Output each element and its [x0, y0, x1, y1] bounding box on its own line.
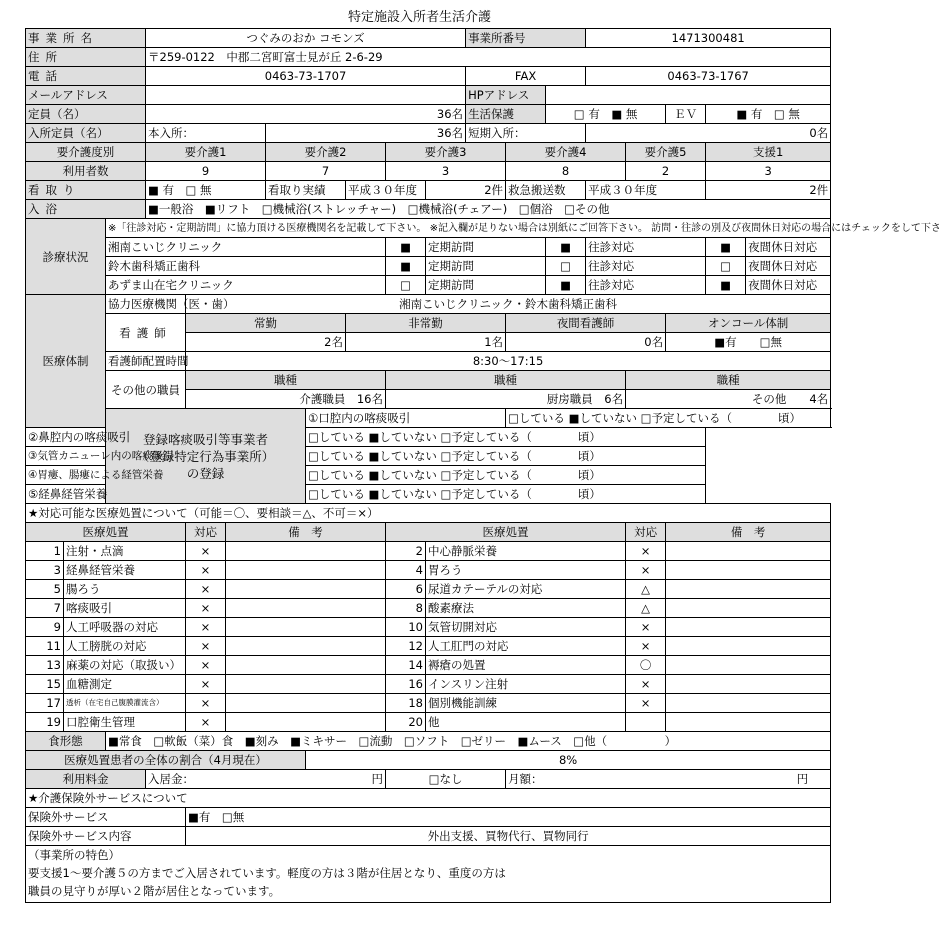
- care-level-5-label: 要介護5: [626, 143, 706, 162]
- fees-label: 利用料金: [26, 770, 146, 789]
- clinic-3-night-check: ■: [706, 276, 746, 295]
- proc-right-name: インスリン注射: [426, 675, 626, 694]
- office-no: 1471300481: [586, 29, 831, 48]
- proc-right-no: 4: [386, 561, 426, 580]
- ratio-label: 医療処置患者の全体の割合（4月現在）: [26, 751, 306, 770]
- sputum-item-5-name: ⑤経鼻経管栄養: [26, 485, 226, 504]
- proc-right-note: [666, 561, 831, 580]
- procedure-row: [26, 675, 831, 694]
- clinic-3-night-label: 夜間休日対応: [746, 276, 831, 295]
- parttime-label: 非常勤: [346, 314, 506, 333]
- clinic-3-name: あずま山在宅クリニック: [106, 276, 386, 295]
- proc-left-no: 1: [26, 542, 64, 561]
- proc-right-name: 褥瘡の処置: [426, 656, 626, 675]
- proc-right-name: 尿道カテーテルの対応: [426, 580, 626, 599]
- proc-left-note: [226, 637, 386, 656]
- proc-right-name: 酸素療法: [426, 599, 626, 618]
- procedure-row: [26, 713, 831, 732]
- proc-right-name: 他: [426, 713, 626, 732]
- proc-right-no: 2: [386, 542, 426, 561]
- ratio-value: 8%: [306, 751, 831, 770]
- proc-left-resp: ×: [186, 675, 226, 694]
- ambulance-count: 2件: [706, 181, 831, 200]
- procedure-row: [26, 694, 831, 713]
- procedures-section-label: ★対応可能な医療処置について（可能＝〇、要相談＝△、不可＝×）: [26, 504, 831, 523]
- resp-col-left: 対応: [186, 523, 226, 542]
- sputum-label-2: （登録特定行為事業所）: [136, 448, 275, 464]
- entry-fee: [146, 770, 386, 789]
- clinic-2-night-label: 夜間休日対応: [746, 257, 831, 276]
- clinic-3-home-label: 往診対応: [586, 276, 706, 295]
- short-admission-value: 0名: [586, 124, 831, 143]
- facility-form: [25, 28, 941, 903]
- extra-service-value: ■有 □無: [186, 808, 831, 827]
- oncall-label: オンコール体制: [666, 314, 831, 333]
- proc-left-name: 喀痰吸引: [64, 599, 186, 618]
- clinic-2-name: 鈴木歯科矯正歯科: [106, 257, 386, 276]
- clinic-2-night-check: □: [706, 257, 746, 276]
- proc-left-name: 腸ろう: [64, 580, 186, 599]
- proc-left-name: 人工膀胱の対応: [64, 637, 186, 656]
- proc-right-no: 8: [386, 599, 426, 618]
- care-level-1-count: 9: [146, 162, 266, 181]
- proc-left-note: [226, 675, 386, 694]
- features-line-1: 要支援1～要介護５の方までご入居されています。軽度の方は３階が住居となり、重度の方は: [28, 866, 506, 880]
- entry-fee-label: 入居金：: [148, 772, 194, 786]
- proc-left-no: 19: [26, 713, 64, 732]
- clinic-2-home-check: □: [546, 257, 586, 276]
- proc-right-note: [666, 675, 831, 694]
- procedure-row: [26, 561, 831, 580]
- bath-value: ■一般浴 ■リフト □機械浴(ストレッチャー) □機械浴(チェアー) □個浴 □その他: [146, 200, 831, 219]
- monthly-fee: [506, 770, 831, 789]
- proc-right-note: [666, 542, 831, 561]
- phone-label: 電話: [26, 67, 146, 86]
- care-level-1-label: 要介護1: [146, 143, 266, 162]
- other-staff-label: その他の職員: [106, 371, 186, 409]
- clinic-1-visit-check: ■: [386, 238, 426, 257]
- proc-left-note: [226, 618, 386, 637]
- eol-label: 看取り: [26, 181, 146, 200]
- proc-left-note: [226, 561, 386, 580]
- proc-right-resp: ×: [626, 694, 666, 713]
- staff-1: [186, 390, 386, 409]
- monthly-fee-label: 月額：: [508, 772, 543, 786]
- procedure-row: [26, 580, 831, 599]
- extra-service-label: 保険外サービス: [26, 808, 186, 827]
- proc-right-no: 12: [386, 637, 426, 656]
- clinic-1-night-label: 夜間休日対応: [746, 238, 831, 257]
- care-level-3-count: 3: [386, 162, 506, 181]
- proc-right-no: 20: [386, 713, 426, 732]
- proc-left-note: [226, 656, 386, 675]
- ev-value: ■ 有 □ 無: [706, 105, 831, 124]
- procedure-row: [26, 637, 831, 656]
- facility-name-label: 事業所名: [26, 29, 146, 48]
- proc-right-resp: ×: [626, 675, 666, 694]
- note-col-left: 備 考: [226, 523, 386, 542]
- proc-right-resp: 〇: [626, 656, 666, 675]
- extra-section-label: ★介護保険外サービスについて: [26, 789, 831, 808]
- proc-left-name: 血糖測定: [64, 675, 186, 694]
- capacity-value: 36名: [146, 105, 466, 124]
- sputum-item-2-name: ②鼻腔内の喀痰吸引: [26, 428, 226, 447]
- clinical-label: 診療状況: [26, 219, 106, 295]
- proc-left-name: 透析（在宅自己腹膜灌流含）: [64, 694, 186, 713]
- clinic-2-visit-label: 定期訪問: [426, 257, 546, 276]
- ambulance-year: 平成３０年度: [586, 181, 706, 200]
- proc-left-resp: ×: [186, 713, 226, 732]
- staff-3: [626, 390, 831, 409]
- care-level-4-count: 8: [506, 162, 626, 181]
- sputum-item-4-status: □している ■していない □予定している（ 頃）: [306, 466, 706, 485]
- proc-left-name: 麻薬の対応（取扱い）: [64, 656, 186, 675]
- features-line-2: 職員の見守りが厚い２階が居住となっています。: [28, 884, 281, 898]
- care-level-5-count: 2: [626, 162, 706, 181]
- procedure-row: [26, 618, 831, 637]
- proc-left-resp: ×: [186, 580, 226, 599]
- clinical-note: [106, 219, 941, 238]
- features-label: （事業所の特色）: [28, 848, 120, 862]
- support-1-label: 支援1: [706, 143, 831, 162]
- nurse-label: 看護師: [106, 314, 186, 352]
- monthly-fee-unit: 円: [796, 772, 809, 786]
- meal-value: ■常食 □軟飯（菜）食 ■刻み ■ミキサー □流動 □ソフト □ゼリー ■ムース □他（ ）: [106, 732, 831, 751]
- note-col-right: 備 考: [666, 523, 831, 542]
- staff-3-name: その他: [751, 392, 787, 406]
- proc-left-resp: ×: [186, 694, 226, 713]
- proc-right-resp: ×: [626, 637, 666, 656]
- proc-right-no: 16: [386, 675, 426, 694]
- clinic-3-home-check: ■: [546, 276, 586, 295]
- procedure-row: [26, 656, 831, 675]
- proc-left-no: 13: [26, 656, 64, 675]
- proc-left-note: [226, 542, 386, 561]
- clinic-1-home-check: ■: [546, 238, 586, 257]
- job-header-2: 職種: [386, 371, 626, 390]
- proc-left-no: 5: [26, 580, 64, 599]
- proc-left-note: [226, 694, 386, 713]
- proc-right-name: 個別機能訓練: [426, 694, 626, 713]
- proc-left-name: 口腔衛生管理: [64, 713, 186, 732]
- address-label: 住所: [26, 48, 146, 67]
- proc-right-no: 10: [386, 618, 426, 637]
- features: [26, 846, 831, 903]
- proc-right-note: [666, 713, 831, 732]
- fax: 0463-73-1767: [586, 67, 831, 86]
- proc-right-name: 気管切開対応: [426, 618, 626, 637]
- parttime-value: 1名: [346, 333, 506, 352]
- care-level-header-label: 要介護度別: [26, 143, 146, 162]
- entry-none: □なし: [386, 770, 506, 789]
- proc-right-name: 人工肛門の対応: [426, 637, 626, 656]
- proc-right-resp: [626, 713, 666, 732]
- proc-right-note: [666, 599, 831, 618]
- extra-content-label: 保険外サービス内容: [26, 827, 186, 846]
- proc-right-resp: △: [626, 580, 666, 599]
- main-admission-label: 本入所：: [146, 124, 266, 143]
- extra-content-value: 外出支援、買物代行、買物同行: [186, 827, 831, 846]
- proc-left-note: [226, 599, 386, 618]
- sputum-item-5-status: □している ■していない □予定している（ 頃）: [306, 485, 706, 504]
- proc-left-name: 注射・点滴: [64, 542, 186, 561]
- clinic-1-night-check: ■: [706, 238, 746, 257]
- night-nurse-value: 0名: [506, 333, 666, 352]
- clinic-3-visit-check: □: [386, 276, 426, 295]
- coop-value: 湘南こいじクリニック・鈴木歯科矯正歯科: [186, 295, 831, 314]
- oncall-value: ■有 □無: [666, 333, 831, 352]
- admission-label: 入所定員（名）: [26, 124, 146, 143]
- eol-record-count: 2件: [426, 181, 506, 200]
- short-admission-label: 短期入所：: [466, 124, 586, 143]
- email-label: メールアドレス: [26, 86, 146, 105]
- staff-1-count: 16名: [356, 392, 383, 406]
- staff-2-name: 厨房職員: [546, 392, 593, 406]
- clinic-2-visit-check: ■: [386, 257, 426, 276]
- eol-value: ■ 有 □ 無: [146, 181, 266, 200]
- proc-left-resp: ×: [186, 637, 226, 656]
- care-level-2-count: 7: [266, 162, 386, 181]
- care-count-label: 利用者数: [26, 162, 146, 181]
- night-nurse-label: 夜間看護師: [506, 314, 666, 333]
- form-title: 特定施設入所者生活介護: [347, 10, 491, 25]
- nurse-hours-label: 看護師配置時間: [106, 352, 186, 371]
- proc-right-note: [666, 694, 831, 713]
- proc-right-resp: △: [626, 599, 666, 618]
- resp-col-right: 対応: [626, 523, 666, 542]
- clinical-note-2: ※記入欄が足りない場合は別紙にご回答下さい。: [429, 222, 648, 234]
- fulltime-value: 2名: [186, 333, 346, 352]
- sputum-label-3: の登録: [186, 465, 225, 481]
- main-admission-value: 36名: [266, 124, 466, 143]
- proc-left-resp: ×: [186, 599, 226, 618]
- proc-right-resp: ×: [626, 618, 666, 637]
- proc-left-name: 経鼻経管栄養: [64, 561, 186, 580]
- proc-left-resp: ×: [186, 561, 226, 580]
- proc-right-note: [666, 656, 831, 675]
- clinic-1-home-label: 往診対応: [586, 238, 706, 257]
- clinic-2-home-label: 往診対応: [586, 257, 706, 276]
- welfare-value: □ 有 ■ 無: [546, 105, 666, 124]
- proc-right-note: [666, 618, 831, 637]
- staff-1-name: 介護職員: [299, 392, 346, 406]
- entry-fee-unit: 円: [371, 772, 383, 786]
- proc-left-resp: ×: [186, 542, 226, 561]
- sputum-item-3-name: ③気管カニューレ内の喀痰吸引: [26, 447, 226, 466]
- ambulance-label: 救急搬送数: [506, 181, 586, 200]
- proc-right-no: 14: [386, 656, 426, 675]
- job-header-3: 職種: [626, 371, 831, 390]
- procedures-body: [26, 542, 831, 732]
- proc-left-no: 17: [26, 694, 64, 713]
- meal-label: 食形態: [26, 732, 106, 751]
- care-level-3-label: 要介護3: [386, 143, 506, 162]
- proc-right-name: 中心静脈栄養: [426, 542, 626, 561]
- sputum-item-1-name: ①口腔内の喀痰吸引: [306, 409, 506, 428]
- sputum-item-2-status: □している ■していない □予定している（ 頃）: [306, 428, 706, 447]
- hp-label: HPアドレス: [466, 86, 546, 105]
- bath-label: 入浴: [26, 200, 146, 219]
- ev-label: ＥＶ: [666, 105, 706, 124]
- proc-left-resp: ×: [186, 656, 226, 675]
- proc-left-name: 人工呼吸器の対応: [64, 618, 186, 637]
- proc-right-note: [666, 637, 831, 656]
- clinical-note-1: ※「往診対応・定期訪問」に協力頂ける医療機関名を記載して下さい。: [108, 222, 427, 234]
- job-header-1: 職種: [186, 371, 386, 390]
- proc-right-name: 胃ろう: [426, 561, 626, 580]
- proc-left-note: [226, 713, 386, 732]
- sputum-item-3-status: □している ■していない □予定している（ 頃）: [306, 447, 706, 466]
- proc-right-no: 18: [386, 694, 426, 713]
- procedure-row: [26, 599, 831, 618]
- care-level-4-label: 要介護4: [506, 143, 626, 162]
- proc-col-left: 医療処置: [26, 523, 186, 542]
- eol-record-label: 看取り実績: [266, 181, 346, 200]
- proc-left-no: 7: [26, 599, 64, 618]
- proc-right-resp: ×: [626, 561, 666, 580]
- proc-right-no: 6: [386, 580, 426, 599]
- care-level-2-label: 要介護2: [266, 143, 386, 162]
- proc-left-resp: ×: [186, 618, 226, 637]
- phone: 0463-73-1707: [146, 67, 466, 86]
- proc-left-no: 15: [26, 675, 64, 694]
- eol-record-year: 平成３０年度: [346, 181, 426, 200]
- address: 〒259-0122 中郡二宮町富士見が丘 2-6-29: [146, 48, 831, 67]
- clinical-note-3: 訪問・往診の別及び夜間休日対応の場合にはチェックをして下さ: [651, 222, 941, 234]
- clinic-1-name: 湘南こいじクリニック: [106, 238, 386, 257]
- proc-left-note: [226, 580, 386, 599]
- sputum-item-1-status: □している ■していない □予定している（ 頃）: [506, 409, 831, 428]
- clinic-3-visit-label: 定期訪問: [426, 276, 546, 295]
- proc-right-resp: ×: [626, 542, 666, 561]
- facility-name: つぐみのおか コモンズ: [146, 29, 466, 48]
- sputum-item-4-name: ④胃瘻、腸瘻による経管栄養: [26, 466, 226, 485]
- procedure-row: [26, 542, 831, 561]
- capacity-label: 定員（名）: [26, 105, 146, 124]
- proc-right-note: [666, 580, 831, 599]
- support-1-count: 3: [706, 162, 831, 181]
- clinic-1-visit-label: 定期訪問: [426, 238, 546, 257]
- coop-label: 協力医療機関（医・歯）: [106, 295, 186, 314]
- nurse-hours-value: 8:30～17:15: [186, 352, 831, 371]
- fax-label: FAX: [466, 67, 586, 86]
- hp: [546, 86, 831, 105]
- email: [146, 86, 466, 105]
- welfare-label: 生活保護: [466, 105, 546, 124]
- proc-left-no: 3: [26, 561, 64, 580]
- sputum-label-1: 登録喀痰吸引等事業者: [142, 431, 268, 447]
- staff-3-count: 4名: [809, 392, 829, 406]
- office-no-label: 事業所番号: [466, 29, 586, 48]
- proc-left-no: 11: [26, 637, 64, 656]
- staff-2: [386, 390, 626, 409]
- staff-2-count: 6名: [604, 392, 624, 406]
- fulltime-label: 常勤: [186, 314, 346, 333]
- medical-label: 医療体制: [26, 295, 106, 428]
- proc-left-no: 9: [26, 618, 64, 637]
- proc-col-right: 医療処置: [386, 523, 626, 542]
